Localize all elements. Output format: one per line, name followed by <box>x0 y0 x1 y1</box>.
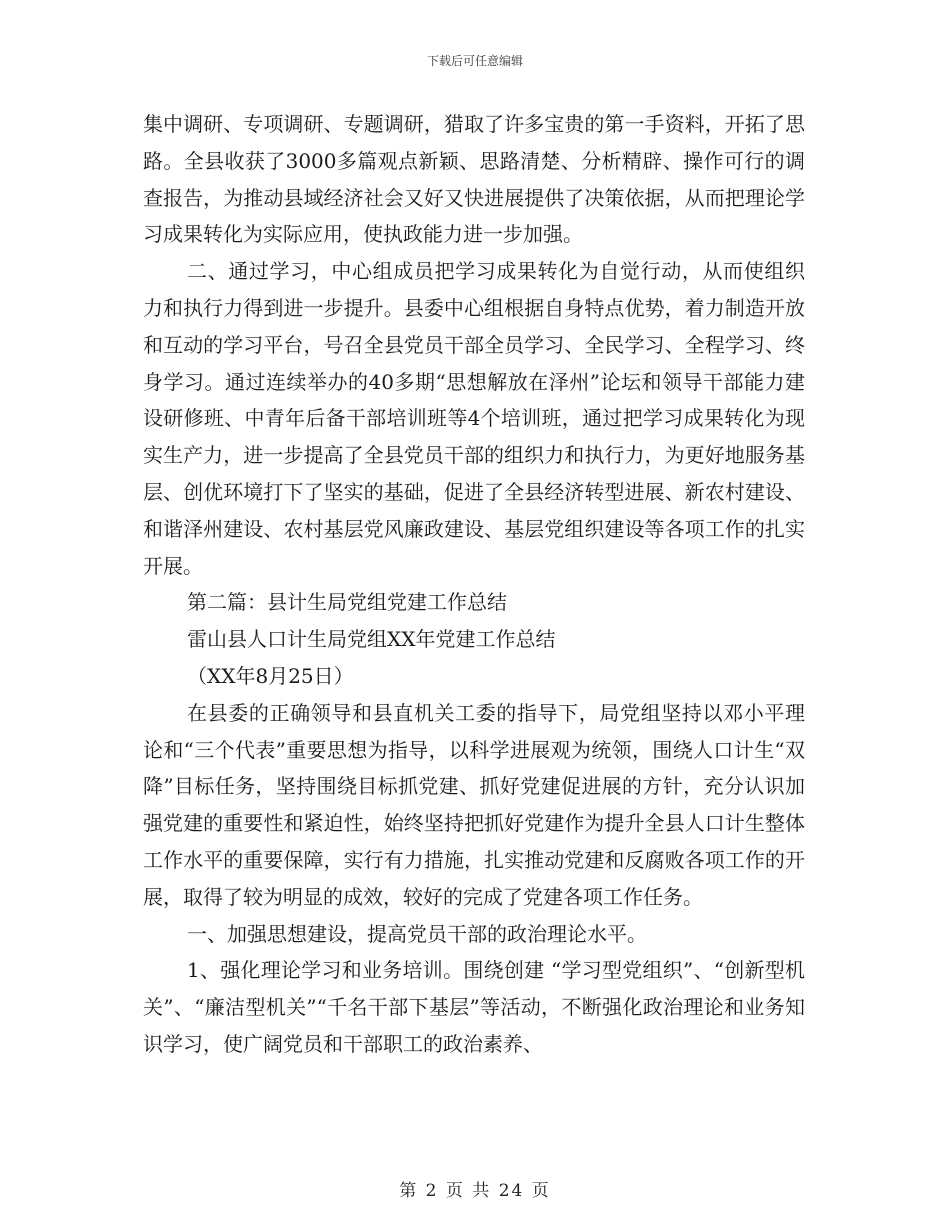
paragraph: 二、通过学习，中心组成员把学习成果转化为自觉行动，从而使组织力和执行力得到进一步提升。县委中心组根据自身特点优势，着力制造开放和互动的学习平台，号召全县党员干部全员学习、全民学习、全程学习、终身学习。通过连续举办的40多期“思想解放在泽州”论坛和领导干部能力建设研修班、中青年后备干部培训班等4个培训班，通过把学习成果转化为现实生产力，进一步提高了全县党员干部的组织力和执行力，为更好地服务基层、创优环境打下了坚实的基础，促进了全县经济转型进展、新农村建设、和谐泽州建设、农村基层党风廉政建设、基层党组织建设等各项工作的扎实开展。 <box>143 259 805 578</box>
section-heading: 一、加强思想建设，提高党员干部的政治理论水平。 <box>187 921 647 946</box>
document-body <box>143 106 805 1063</box>
page-number: 第 2 页 共 24 页 <box>399 1181 551 1201</box>
paragraph: 集中调研、专项调研、专题调研，猎取了许多宝贵的第一手资料，开拓了思路。全县收获了3000多篇观点新颖、思路清楚、分析精辟、操作可行的调查报告，为推动县域经济社会又好又快进展提供了决策依据，从而把理论学习成果转化为实际应用，使执政能力进一步加强。 <box>143 112 805 247</box>
document-date: （XX年8月25日） <box>187 663 354 688</box>
document-title: 雷山县人口计生局党组XX年党建工作总结 <box>187 627 556 652</box>
paragraph: 在县委的正确领导和县直机关工委的指导下，局党组坚持以邓小平理论和“三个代表”重要思想为指导，以科学进展观为统领，围绕人口计生“双降”目标任务，坚持围绕目标抓党建、抓好党建促进展的方针，充分认识加强党建的重要性和紧迫性，始终坚持把抓好党建作为提升全县人口计生整体工作水平的重要保障，实行有力措施，扎实推动党建和反腐败各项工作的开展，取得了较为明显的成效，较好的完成了党建各项工作任务。 <box>143 700 805 909</box>
page-header-note: 下载后可任意编辑 <box>426 54 523 68</box>
paragraph: 1、强化理论学习和业务培训。围绕创建 “学习型党组织”、“创新型机关”、“廉洁型机关”“千名干部下基层”等活动，不断强化政治理论和业务知识学习，使广阔党员和干部职工的政治素养、 <box>143 958 805 1056</box>
section-title: 第二篇：县计生局党组党建工作总结 <box>187 590 507 615</box>
